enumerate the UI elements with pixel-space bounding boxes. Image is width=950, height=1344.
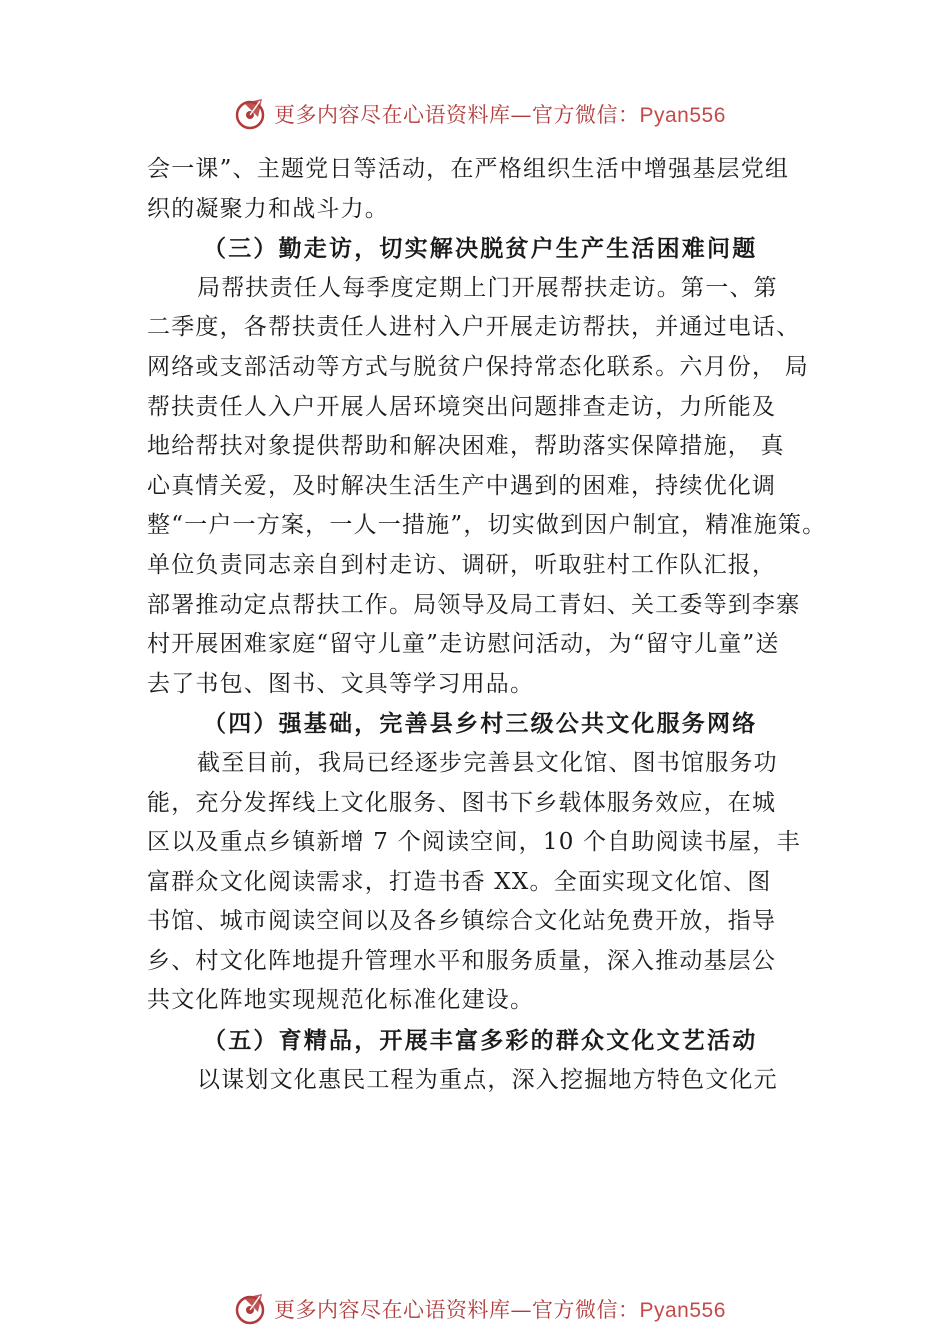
pen-logo-icon (234, 1292, 268, 1326)
paragraph-line: 村开展困难家庭“留守儿童”走访慰问活动，为“留守儿童”送 (147, 631, 780, 658)
header-banner (0, 94, 950, 134)
paragraph-line: 局帮扶责任人每季度定期上门开展帮扶走访。第一、第 (197, 274, 778, 301)
paragraph-line: 能，充分发挥线上文化服务、图书下乡载体服务效应，在城 (147, 789, 777, 816)
banner-slogan: 更多内容尽在心语资料库—官方微信： (274, 1298, 640, 1322)
paragraph-line: 以谋划文化惠民工程为重点，深入挖掘地方特色文化元 (197, 1066, 778, 1093)
paragraph-line: 单位负责同志亲自到村走访、调研，听取驻村工作队汇报， (147, 551, 777, 578)
paragraph-line: 富群众文化阅读需求，打造书香 XX。全面实现文化馆、图 (147, 868, 772, 895)
section-heading: （五）育精品，开展丰富多彩的群众文化文艺活动 (203, 1027, 758, 1055)
banner-wechat-id: Pyan556 (639, 1299, 726, 1322)
paragraph-line: 书馆、城市阅读空间以及各乡镇综合文化站免费开放，指导 (147, 908, 777, 935)
paragraph-line: 去了书包、图书、文具等学习用品。 (147, 670, 535, 697)
pen-logo-icon (234, 97, 268, 131)
paragraph-line: 心真情关爱，及时解决生活生产中遇到的困难，持续优化调 (147, 472, 777, 499)
paragraph-line: 会一课”、主题党日等活动，在严格组织生活中增强基层党组 (147, 156, 790, 182)
section-heading: （四）强基础，完善县乡村三级公共文化服务网络 (203, 710, 758, 738)
paragraph-line: 整“一户一方案，一人一措施”，切实做到因户制宜，精准施策。 (147, 512, 827, 539)
document-body (147, 150, 827, 1100)
banner-slogan: 更多内容尽在心语资料库—官方微信： (274, 103, 640, 127)
paragraph-line: 织的凝聚力和战斗力。 (147, 195, 389, 222)
section-heading: （三）勤走访，切实解决脱贫户生产生活困难问题 (203, 235, 758, 263)
paragraph-line: 部署推动定点帮扶工作。局领导及局工青妇、关工委等到李寨 (147, 591, 801, 618)
paragraph-line: 截至目前，我局已经逐步完善县文化馆、图书馆服务功 (197, 749, 778, 776)
paragraph-line: 帮扶责任人入户开展人居环境突出问题排查走访，力所能及 (147, 393, 777, 420)
paragraph-line: 共文化阵地实现规范化标准化建设。 (147, 987, 535, 1014)
paragraph-line: 乡、村文化阵地提升管理水平和服务质量，深入推动基层公 (147, 947, 777, 974)
banner-text (274, 99, 726, 129)
banner-text (274, 1294, 726, 1324)
footer-banner (0, 1289, 950, 1329)
paragraph-line: 二季度，各帮扶责任人进村入户开展走访帮扶，并通过电话、 (147, 314, 801, 341)
paragraph-line: 网络或支部活动等方式与脱贫户保持常态化联系。六月份， 局 (147, 353, 809, 380)
banner-wechat-id: Pyan556 (639, 104, 726, 127)
paragraph-line: 地给帮扶对象提供帮助和解决困难，帮助落实保障措施， 真 (147, 433, 785, 460)
paragraph-line: 区以及重点乡镇新增 7 个阅读空间，10 个自助阅读书屋，丰 (147, 829, 801, 856)
